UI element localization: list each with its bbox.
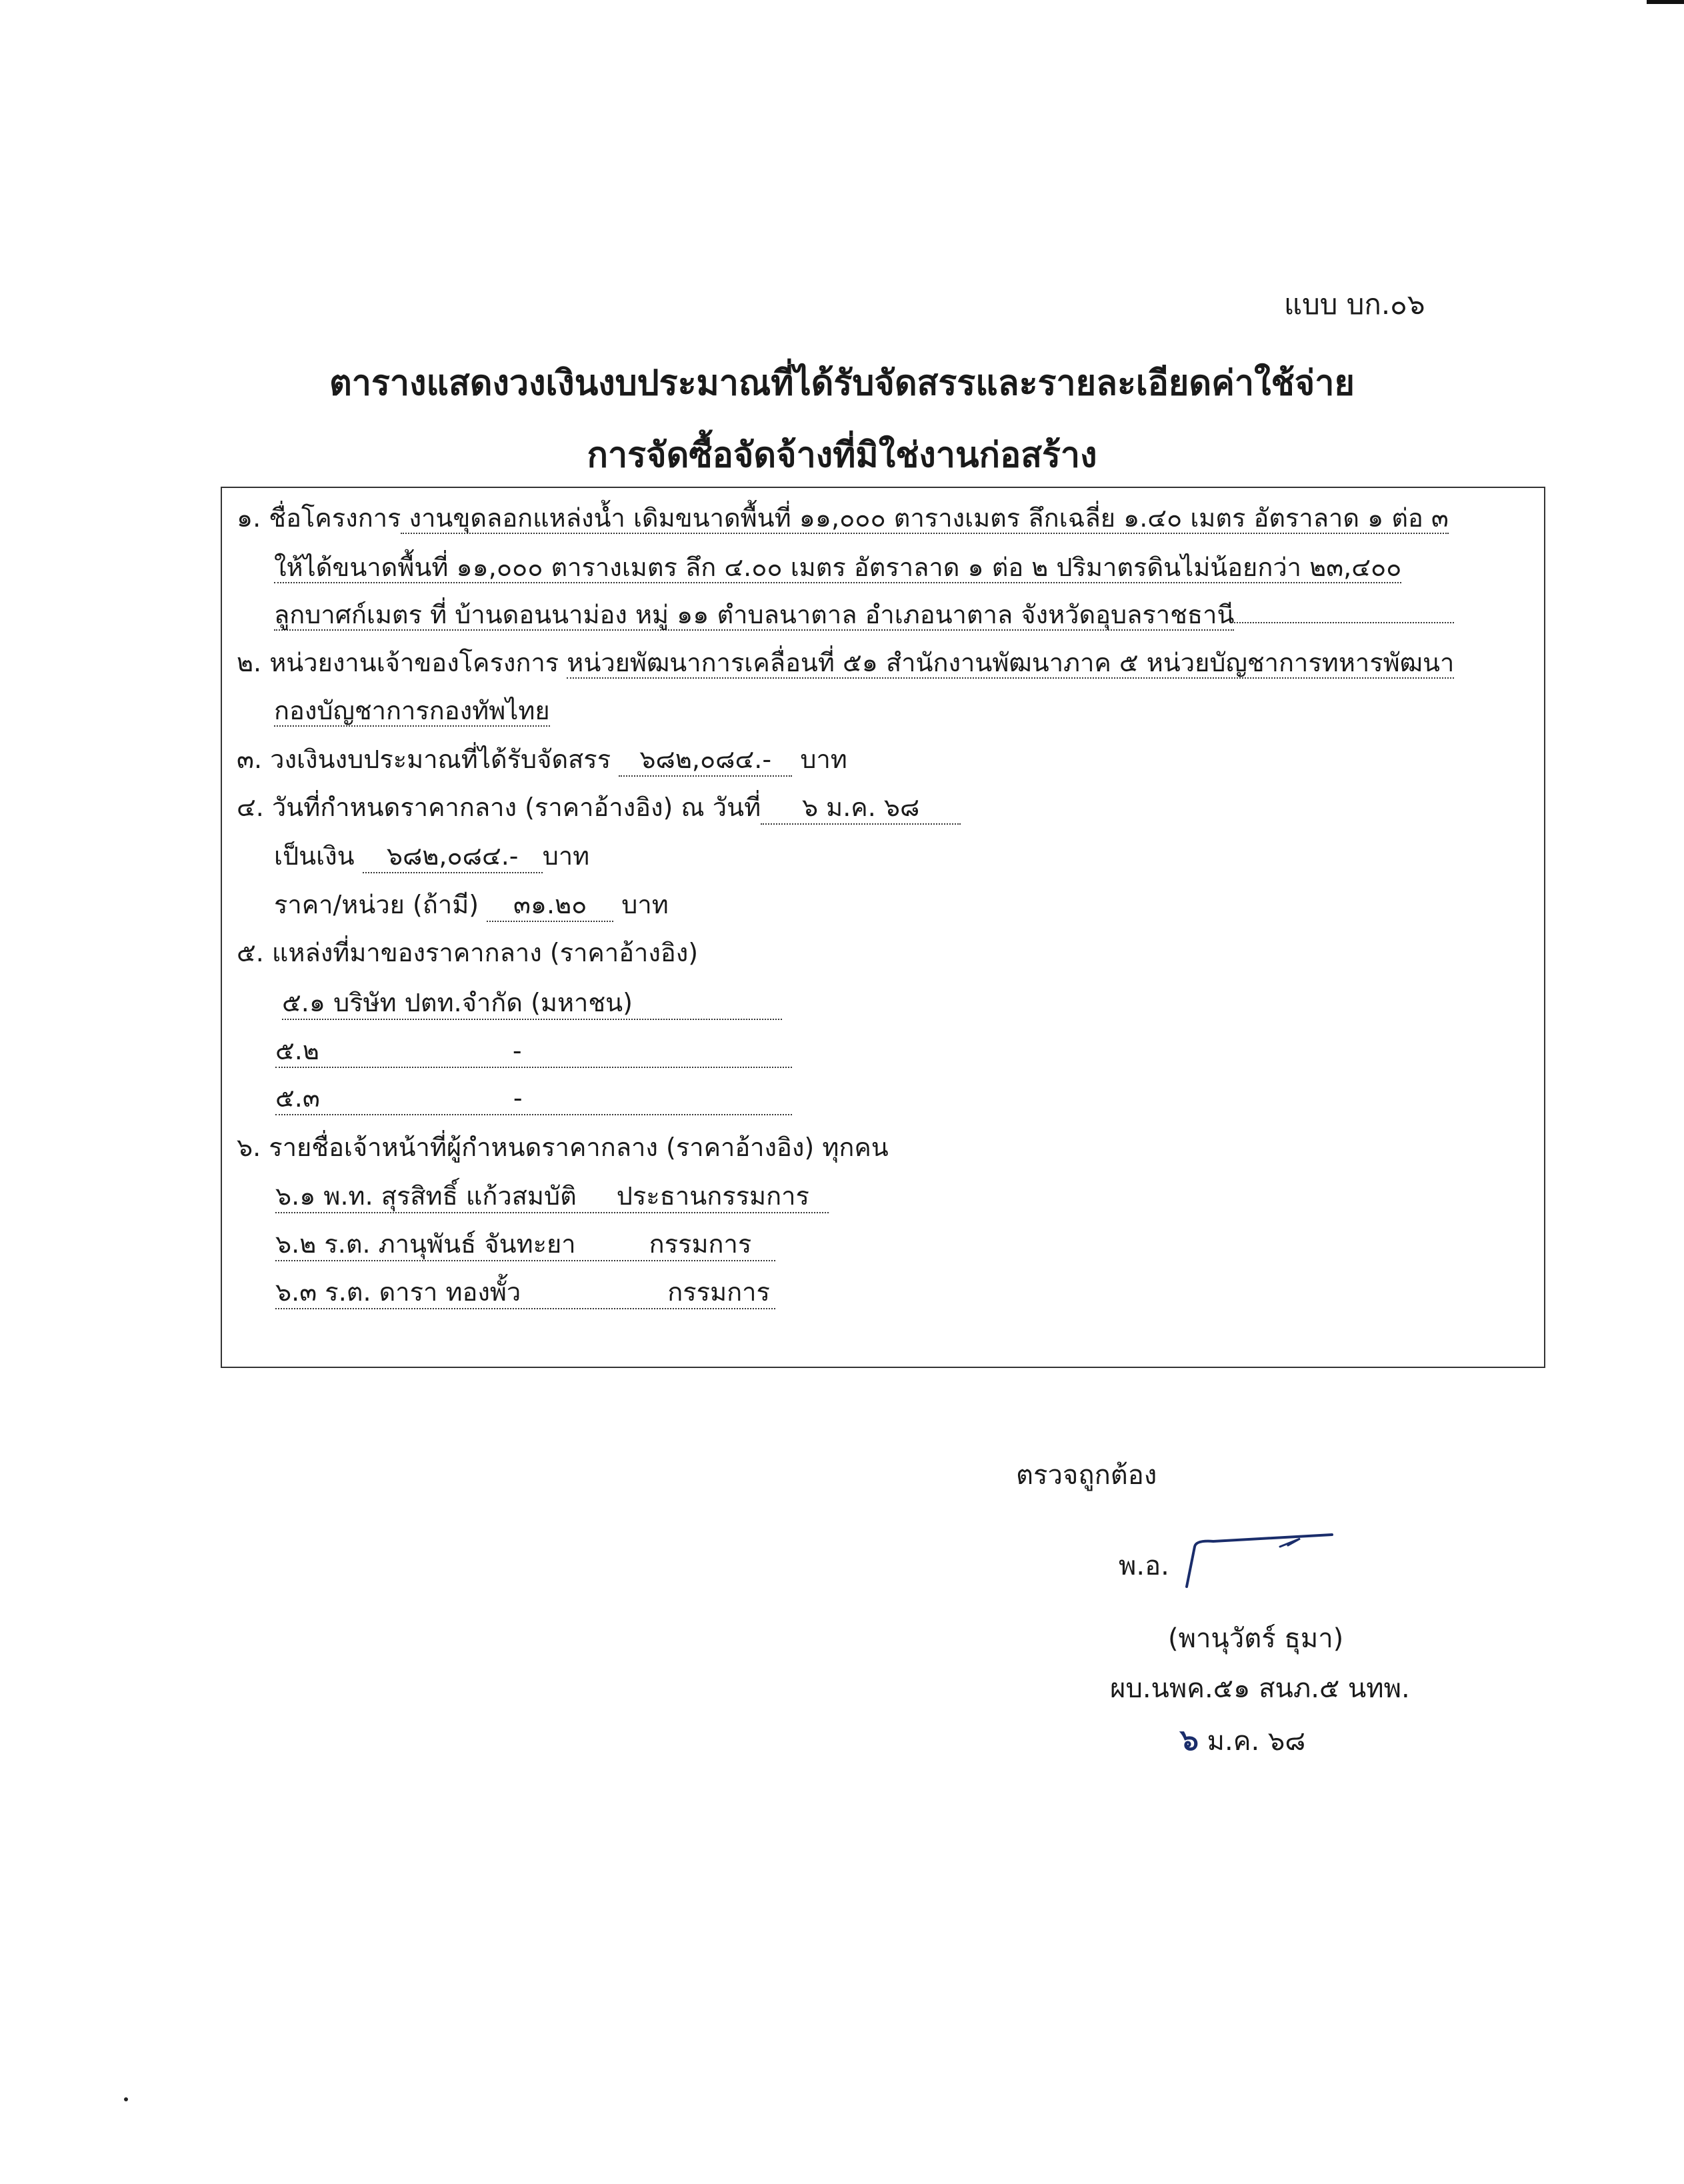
- item5-source-3-text: -: [513, 1083, 523, 1113]
- item3-unit: บาท: [800, 745, 847, 774]
- item5-source-3: [275, 1083, 792, 1115]
- item6-member-1-role: ประธานกรรมการ: [616, 1181, 809, 1211]
- item5-source-2-num: ๕.๒: [275, 1036, 319, 1065]
- item5-source-2: [275, 1036, 792, 1068]
- item1-line2: [274, 553, 1401, 583]
- item4-date: ๖ ม.ค. ๖๘: [761, 793, 961, 825]
- item1-line1: [237, 503, 1449, 534]
- item2-line2: [274, 696, 550, 727]
- scan-speck: [124, 2097, 128, 2101]
- item4-unit-price-label: ราคา/หน่วย (ถ้ามี): [274, 890, 479, 919]
- item2-owner-command: กองบัญชาการกองทัพไทย: [274, 696, 550, 725]
- signer-name: (พานุวัตร์ ธุมา): [1168, 1623, 1344, 1654]
- item5-label: ๕. แหล่งที่มาของราคากลาง (ราคาอ้างอิง): [237, 938, 699, 967]
- item1-project-location: ลูกบาศก์เมตร ที่ บ้านดอนนาม่อง หมู่ ๑๑ ตำบลนาตาล อำเภอนาตาล จังหวัดอุบลราชธานี: [274, 600, 1235, 629]
- item2-label: ๒. หน่วยงานเจ้าของโครงการ: [237, 648, 559, 677]
- item2-line1: [237, 648, 1454, 679]
- item5-source-1-num: ๕.๑: [282, 988, 325, 1017]
- item5-source-3-num: ๕.๓: [275, 1083, 320, 1113]
- item4-row: [237, 793, 961, 825]
- sign-date: [1180, 1717, 1305, 1763]
- signer-rank: พ.อ.: [1119, 1551, 1169, 1581]
- item5-source-1-text: บริษัท ปตท.จำกัด (มหาชน): [333, 988, 633, 1017]
- item6-member-2-num: ๖.๒: [275, 1229, 317, 1259]
- signer-position: ผบ.นพค.๕๑ สนภ.๕ นทพ.: [1110, 1673, 1410, 1704]
- item3-budget-value: ๖๘๒,๐๘๔.-: [619, 745, 792, 777]
- item2-owner-unit: หน่วยพัฒนาการเคลื่อนที่ ๕๑ สำนักงานพัฒนาภาค ๕ หน่วยบัญชาการทหารพัฒนา: [567, 648, 1455, 677]
- item4-amount: ๖๘๒,๐๘๔.-: [363, 841, 543, 873]
- page-edge-mark: [1647, 0, 1684, 4]
- item1-project-name: งานขุดลอกแหล่งน้ำ เดิมขนาดพื้นที่ ๑๑,๐๐๐ ตารางเมตร ลึกเฉลี่ย ๑.๔๐ เมตร อัตราลาด ๑ ต่อ ๓: [401, 503, 1449, 533]
- item4-amount-unit: บาท: [542, 841, 590, 871]
- item3-row: [237, 745, 847, 777]
- sign-date-day: ๖: [1180, 1723, 1199, 1757]
- item1-project-detail: ให้ได้ขนาดพื้นที่ ๑๑,๐๐๐ ตารางเมตร ลึก ๔.๐๐ เมตร อัตราลาด ๑ ต่อ ๒ ปริมาตรดินไม่น้อยกว่า ๒๓,๔๐๐: [274, 553, 1402, 582]
- item6-member-3: [275, 1277, 775, 1309]
- verified-label: ตรวจถูกต้อง: [1016, 1460, 1157, 1491]
- item6-member-1-name: พ.ท. สุรสิทธิ์ แก้วสมบัติ: [323, 1181, 577, 1211]
- item4-amount-label: เป็นเงิน: [274, 841, 355, 871]
- item3-label: ๓. วงเงินงบประมาณที่ได้รับจัดสรร: [237, 745, 611, 774]
- item4-amount-row: [274, 841, 589, 873]
- item6-member-2-role: กรรมการ: [649, 1229, 752, 1259]
- item6-label: ๖. รายชื่อเจ้าหน้าที่ผู้กำหนดราคากลาง (ราคาอ้างอิง) ทุกคน: [237, 1133, 889, 1162]
- item6-member-2-name: ร.ต. ภานุพันธ์ จันทะยา: [324, 1229, 576, 1259]
- item6-member-2: [275, 1229, 775, 1261]
- item1-line3: [274, 600, 1454, 631]
- document-title: ตารางแสดงวงเงินงบประมาณที่ได้รับจัดสรรและรายละเอียดค่าใช้จ่าย: [329, 363, 1355, 403]
- form-code: แบบ บก.๐๖: [1284, 288, 1425, 321]
- document-subtitle: การจัดซื้อจัดจ้างที่มิใช่งานก่อสร้าง: [587, 435, 1097, 475]
- item4-label: ๔. วันที่กำหนดราคากลาง (ราคาอ้างอิง) ณ วันที่: [237, 793, 761, 822]
- item6-member-3-num: ๖.๓: [275, 1277, 317, 1307]
- signature-mark: [1173, 1520, 1340, 1593]
- item6-member-1-num: ๖.๑: [275, 1181, 316, 1211]
- details-table: [221, 487, 1545, 1368]
- item1-label: ๑. ชื่อโครงการ: [237, 503, 401, 533]
- item6-member-3-name: ร.ต. ดารา ทองพั้ว: [325, 1277, 521, 1307]
- item5-source-1: [282, 988, 782, 1020]
- item6-member-1: [275, 1181, 829, 1213]
- sign-date-month-year: ม.ค. ๖๘: [1207, 1726, 1306, 1757]
- item4-unit-price-row: [274, 890, 669, 922]
- item5-source-2-text: -: [512, 1036, 522, 1065]
- item4-unit-price-unit: บาท: [621, 890, 669, 919]
- item4-unit-price: ๓๑.๒๐: [487, 890, 613, 922]
- item6-member-3-role: กรรมการ: [667, 1277, 770, 1307]
